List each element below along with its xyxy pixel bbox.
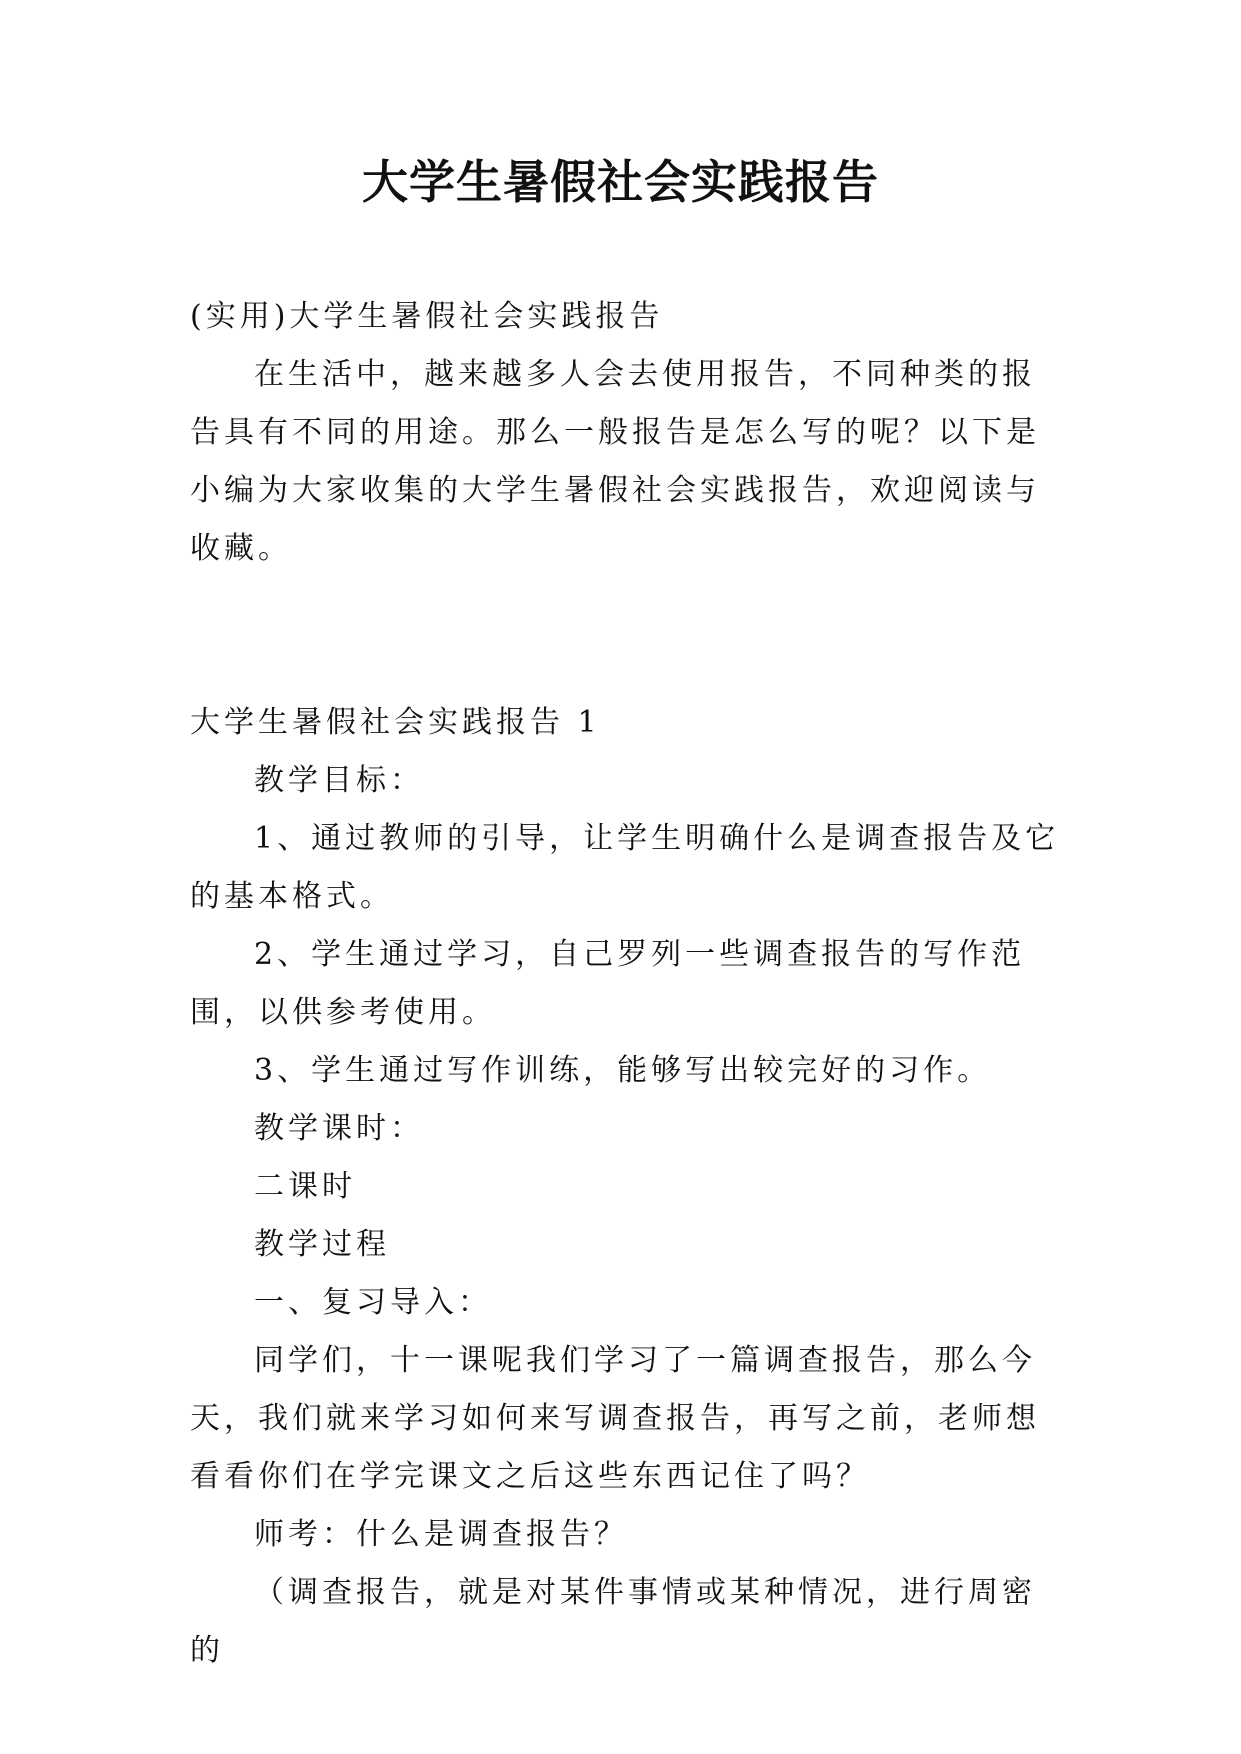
paragraph-goal-1: 1、通过教师的引导，让学生明确什么是调查报告及它的基本格式。 bbox=[190, 821, 1060, 914]
paragraph-review-text: 同学们，十一课呢我们学习了一篇调查报告，那么今天，我们就来学习如何来写调查报告，再写之前，老师想看看你们在学完课文之后这些东西记住了吗？ bbox=[190, 1343, 1040, 1494]
document-title: 大学生暑假社会实践报告 bbox=[362, 155, 879, 209]
paragraph-teaching-process: 教学过程 bbox=[254, 1227, 390, 1262]
paragraph-class-hours-label: 教学课时： bbox=[254, 1111, 424, 1146]
document-body bbox=[190, 288, 1060, 1680]
section-heading: 大学生暑假社会实践报告 1 bbox=[190, 705, 601, 740]
paragraph-class-hours: 二课时 bbox=[254, 1169, 356, 1204]
paragraph-teacher-question: 师考：什么是调查报告？ bbox=[254, 1517, 628, 1552]
paragraph-review-intro: 一、复习导入： bbox=[254, 1285, 492, 1320]
document-subtitle: (实用)大学生暑假社会实践报告 bbox=[190, 299, 664, 334]
paragraph-definition: （调查报告，就是对某件事情或某种情况，进行周密的 bbox=[190, 1575, 1036, 1668]
paragraph-goal-3: 3、学生通过写作训练，能够写出较完好的习作。 bbox=[254, 1053, 992, 1088]
section-spacer bbox=[190, 578, 1060, 694]
paragraph-teaching-goals: 教学目标： bbox=[254, 763, 424, 798]
intro-paragraph: 在生活中，越来越多人会去使用报告，不同种类的报告具有不同的用途。那么一般报告是怎么写的呢？以下是小编为大家收集的大学生暑假社会实践报告，欢迎阅读与收藏。 bbox=[190, 357, 1040, 566]
paragraph-goal-2: 2、学生通过学习，自己罗列一些调查报告的写作范围，以供参考使用。 bbox=[190, 937, 1026, 1030]
